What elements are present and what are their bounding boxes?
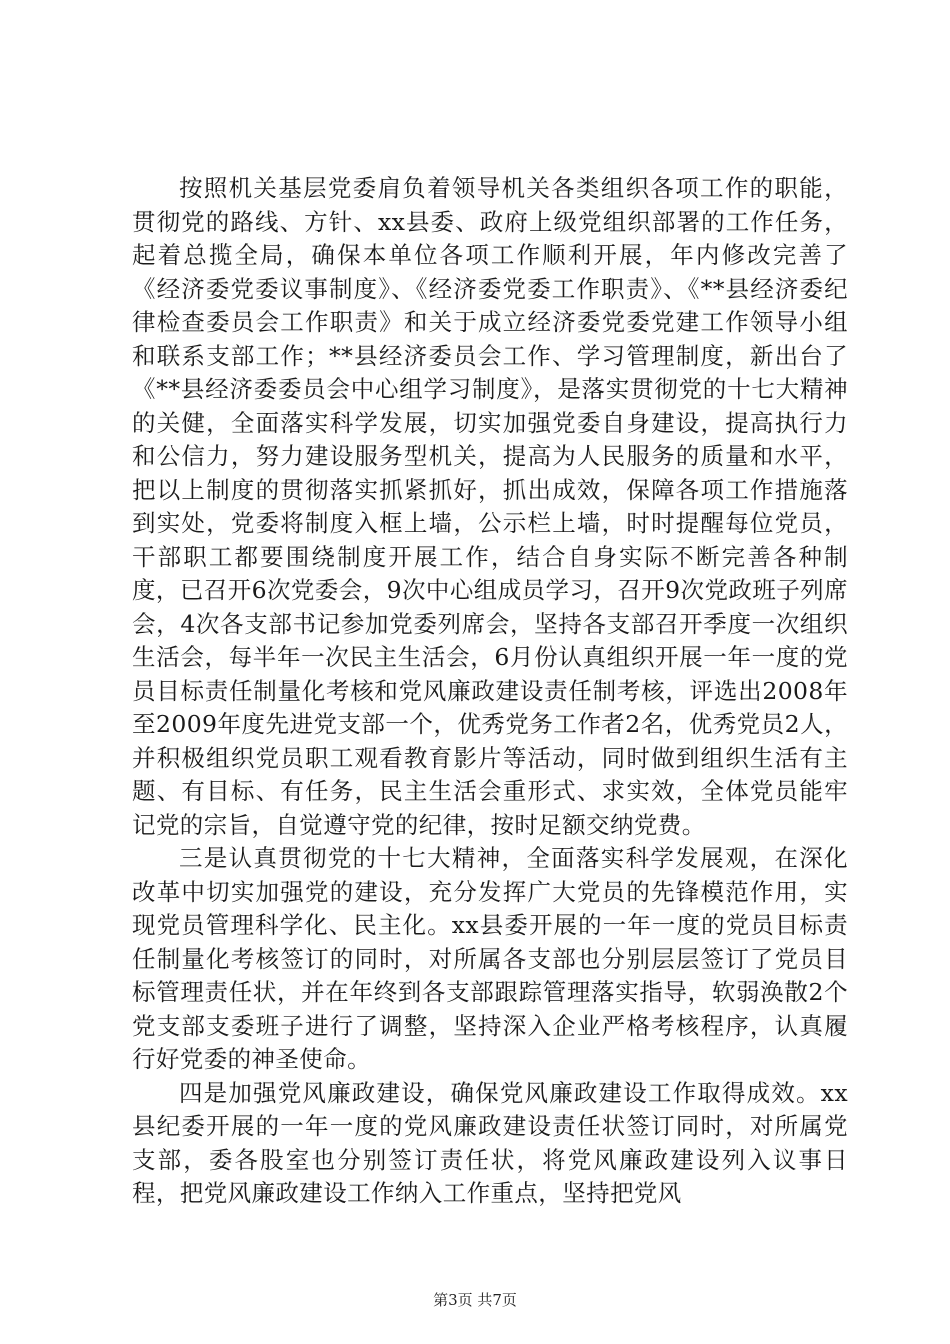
- page-number-footer: 第3页 共7页: [433, 1291, 517, 1309]
- paragraph-party-member-management: 三是认真贯彻党的十七大精神，全面落实科学发展观，在深化改革中切实加强党的建设，充分发挥广大党员的先锋模范作用，实现党员管理科学化、民主化。xx县委开展的一年一度的党员目标责任制量化考核签订的同时，对所属各支部也分别层层签订了党员目标管理责任状，并在年终到各支部跟踪管理落实指导，软弱涣散2个党支部支委班子进行了调整，坚持深入企业严格考核程序，认真履行好党委的神圣使命。: [132, 844, 848, 1073]
- paragraph-system-building: 按照机关基层党委肩负着领导机关各类组织各项工作的职能，贯彻党的路线、方针、xx县委、政府上级党组织部署的工作任务，起着总揽全局，确保本单位各项工作顺利开展，年内修改完善了《经济委党委议事制度》、《经济委党委工作职责》、《**县经济委纪律检查委员会工作职责》和关于成立经济委党委党建工作领导小组和联系支部工作；**县经济委员会工作、学习管理制度，新出台了《**县经济委委员会中心组学习制度》，是落实贯彻党的十七大精神的关健，全面落实科学发展，切实加强党委自身建设，提高执行力和公信力，努力建设服务型机关，提高为人民服务的质量和水平，把以上制度的贯彻落实抓紧抓好，抓出成效，保障各项工作措施落到实处，党委将制度入框上墙，公示栏上墙，时时提醒每位党员，干部职工都要围绕制度开展工作，结合自身实际不断完善各种制度，已召开6次党委会，9次中心组成员学习，召开9次党政班子列席会，4次各支部书记参加党委列席会，坚持各支部召开季度一次组织生活会，每半年一次民主生活会，6月份认真组织开展一年一度的党员目标责任制量化考核和党风廉政建设责任制考核，评选出2008年至2009年度先进党支部一个，优秀党务工作者2名，优秀党员2人，并积极组织党员职工观看教育影片等活动，同时做到组织生活有主题、有目标、有任务，民主生活会重形式、求实效，全体党员能牢记党的宗旨，自觉遵守党的纪律，按时足额交纳党费。: [132, 174, 848, 839]
- document-body: [132, 172, 848, 1211]
- paragraph-anti-corruption: 四是加强党风廉政建设，确保党风廉政建设工作取得成效。xx县纪委开展的一年一度的党风廉政建设责任状签订同时，对所属党支部，委各股室也分别签订责任状，将党风廉政建设列入议事日程，把党风廉政建设工作纳入工作重点，坚持把党风: [132, 1078, 848, 1207]
